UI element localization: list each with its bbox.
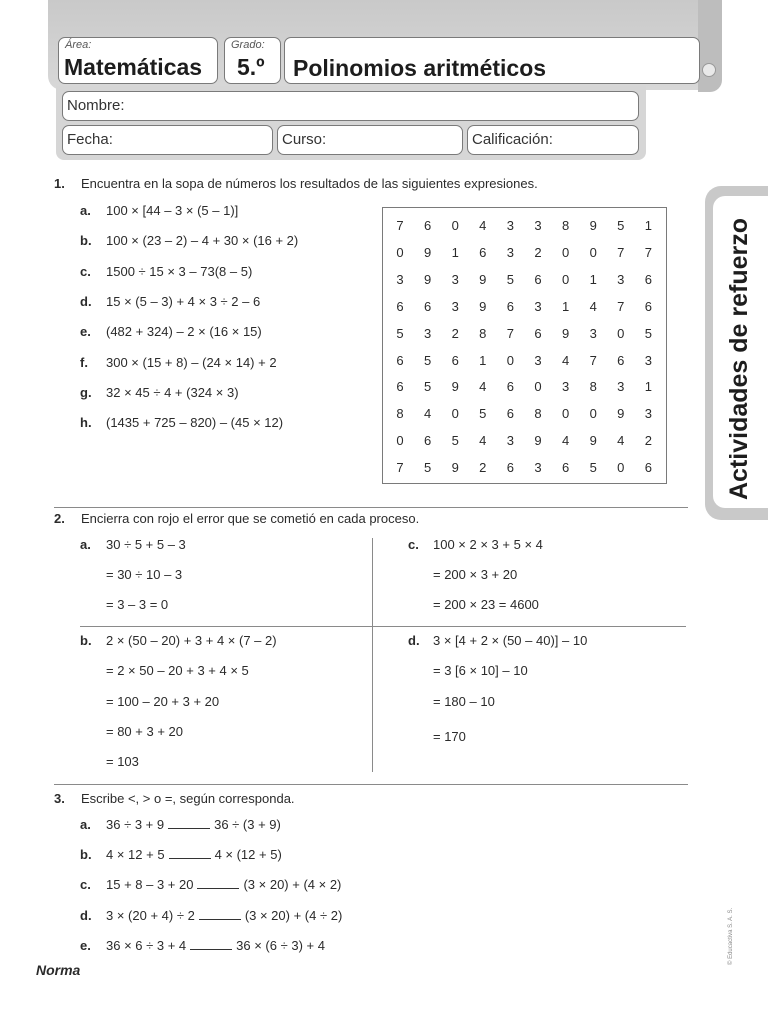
area-label: Área: [65, 39, 92, 51]
area-box [58, 37, 218, 84]
q2-step: = 180 – 10 [433, 693, 495, 709]
title-box [284, 37, 700, 84]
nombre-label: Nombre: [67, 97, 125, 114]
q1-number: 1. [54, 176, 65, 191]
grid-cell: 1 [451, 244, 459, 260]
fecha-label: Fecha: [67, 131, 113, 148]
q1-item-expression: 100 × (23 – 2) – 4 + 30 × (16 + 2) [106, 233, 299, 249]
grid-cell: 3 [506, 433, 514, 449]
grid-cell: 6 [617, 352, 625, 368]
q3-item [106, 908, 342, 923]
grid-cell: 7 [506, 325, 514, 341]
q1-text: Encuentra en la sopa de números los resultados de las siguientes expresiones. [81, 176, 538, 191]
grado-value: 5.º [237, 54, 265, 80]
grid-cell: 3 [451, 298, 459, 314]
q1-item-letter: e. [80, 324, 91, 340]
grid-cell: 7 [644, 244, 652, 260]
grid-cell: 7 [396, 218, 404, 233]
grid-cell: 6 [644, 298, 652, 314]
grid-cell: 1 [479, 352, 487, 368]
q2-item-letter: c. [408, 537, 419, 552]
grid-cell: 6 [423, 433, 432, 449]
grid-cell: 0 [561, 244, 570, 260]
grid-cell: 0 [396, 433, 404, 449]
q2-step: = 100 – 20 + 3 + 20 [106, 693, 220, 709]
grid-cell: 0 [617, 325, 625, 341]
grid-cell: 3 [534, 218, 542, 233]
page-curl [698, 0, 722, 92]
q1-item-expression: (482 + 324) – 2 × (16 × 15) [106, 324, 262, 340]
grado-label: Grado: [231, 39, 265, 51]
grid-cell: 4 [479, 218, 487, 233]
q3-right-expression: 4 × (12 + 5) [214, 847, 282, 863]
grid-cell: 5 [423, 460, 432, 476]
grado-box [224, 37, 281, 84]
grid-cell: 5 [644, 325, 652, 341]
grid-cell: 6 [423, 298, 432, 314]
grid-cell: 5 [506, 271, 514, 287]
grid-cell: 7 [617, 244, 625, 260]
grid-cell: 3 [644, 406, 652, 422]
grid-cell: 4 [617, 433, 625, 449]
grid-cell: 5 [617, 218, 625, 233]
grid-cell: 2 [479, 460, 487, 476]
grid-cell: 7 [396, 460, 404, 476]
q2-step: = 80 + 3 + 20 [106, 723, 183, 739]
page-title: Polinomios aritméticos [293, 55, 547, 81]
grid-cell: 6 [534, 325, 542, 341]
grid-cell: 1 [589, 271, 597, 287]
divider [54, 784, 688, 785]
grid-cell: 5 [589, 460, 597, 476]
grid-cell: 9 [451, 379, 459, 395]
q3-right-expression: 36 ÷ (3 + 9) [214, 817, 281, 832]
grid-cell: 6 [396, 379, 404, 395]
grid-cell: 6 [561, 460, 570, 476]
q2-item-letter: a. [80, 537, 91, 552]
q3-left-expression: 36 × 6 ÷ 3 + 4 [106, 937, 187, 953]
q2-step: = 3 [6 × 10] – 10 [433, 663, 528, 679]
grid-cell: 0 [396, 244, 404, 260]
q3-right-expression: (3 × 20) + (4 × 2) [243, 877, 342, 893]
grid-cell: 5 [451, 433, 459, 449]
grid-cell: 2 [451, 325, 459, 341]
q2-step: = 103 [106, 754, 139, 770]
answer-blank[interactable] [199, 909, 241, 920]
q3-item [106, 938, 325, 953]
grid-cell: 4 [479, 379, 487, 395]
grid-cell: 4 [589, 298, 597, 314]
q3-left-expression: 3 × (20 + 4) ÷ 2 [106, 907, 195, 923]
answer-blank[interactable] [197, 878, 239, 889]
q1-item-letter: h. [80, 415, 92, 431]
q2-step: = 170 [433, 729, 466, 744]
q1-item-expression: 300 × (15 + 8) – (24 × 14) + 2 [106, 354, 277, 370]
grid-cell: 5 [423, 379, 432, 395]
grid-cell: 6 [644, 271, 652, 287]
q3-item-letter: b. [80, 847, 92, 863]
grid-cell: 3 [396, 271, 404, 287]
grid-cell: 1 [561, 298, 570, 314]
grid-cell: 3 [644, 352, 652, 368]
grid-cell: 7 [589, 352, 597, 368]
q1-item-expression: 100 × [44 – 3 × (5 – 1)] [106, 203, 239, 218]
grid-cell: 1 [644, 379, 652, 395]
q2-step: 100 × 2 × 3 + 5 × 4 [433, 537, 543, 552]
grid-cell: 9 [451, 460, 459, 476]
calificacion-label: Calificación: [472, 131, 553, 148]
q2-step: 3 × [4 + 2 × (50 – 40)] – 10 [433, 633, 588, 648]
grid-cell: 3 [534, 352, 542, 368]
q1-item-letter: d. [80, 293, 92, 309]
q3-left-expression: 36 ÷ 3 + 9 [106, 817, 165, 832]
q2-step: 2 × (50 – 20) + 3 + 4 × (7 – 2) [106, 633, 277, 648]
grid-cell: 1 [644, 218, 652, 233]
number-grid [382, 207, 667, 484]
q3-item-letter: e. [80, 937, 91, 953]
grid-cell: 4 [561, 433, 570, 449]
grid-cell: 8 [561, 218, 570, 233]
header-dot [702, 63, 716, 77]
grid-cell: 0 [561, 271, 570, 287]
grid-cell: 9 [561, 325, 570, 341]
q2-item-letter: d. [408, 633, 420, 648]
q1-item-expression: (1435 + 725 – 820) – (45 × 12) [106, 415, 284, 431]
grid-cell: 4 [423, 406, 432, 422]
q1-item-expression: 1500 ÷ 15 × 3 – 73(8 – 5) [106, 263, 253, 279]
grid-cell: 0 [534, 379, 542, 395]
q2-vertical-divider [372, 538, 373, 772]
q3-item-letter: a. [80, 817, 91, 832]
q1-item-expression: 15 × (5 – 3) + 4 × 3 ÷ 2 – 6 [106, 293, 261, 309]
grid-cell: 6 [506, 406, 514, 422]
q2-step: = 2 × 50 – 20 + 3 + 4 × 5 [106, 663, 249, 679]
grid-cell: 3 [534, 298, 542, 314]
grid-cell: 4 [479, 433, 487, 449]
grid-cell: 6 [644, 460, 652, 476]
q3-left-expression: 15 + 8 – 3 + 20 [106, 877, 194, 893]
grid-cell: 5 [479, 406, 487, 422]
grid-cell: 9 [589, 433, 597, 449]
q2-text: Encierra con rojo el error que se cometió en cada proceso. [81, 511, 420, 526]
copyright: © Educactiva S. A. S. [728, 907, 734, 965]
norma-logo: Norma [36, 962, 81, 978]
grid-cell: 6 [479, 244, 487, 260]
grid-cell: 7 [617, 298, 625, 314]
q1-item-expression: 32 × 45 ÷ 4 + (324 × 3) [106, 384, 239, 400]
q3-item-letter: d. [80, 907, 92, 923]
answer-blank[interactable] [168, 818, 210, 829]
grid-cell: 2 [644, 433, 652, 449]
answer-blank[interactable] [169, 848, 211, 859]
grid-cell: 9 [479, 271, 487, 287]
grid-cell: 0 [451, 218, 459, 233]
grid-cell: 3 [561, 379, 570, 395]
grid-cell: 8 [534, 406, 542, 422]
fecha-field[interactable] [62, 125, 273, 155]
q2-step: = 3 – 3 = 0 [106, 597, 169, 612]
grid-cell: 9 [423, 244, 432, 260]
grid-cell: 5 [396, 325, 404, 341]
grid-cell: 3 [451, 271, 459, 287]
grid-cell: 3 [534, 460, 542, 476]
side-tab-label: Actividades de refuerzo [725, 217, 753, 500]
grid-cell: 6 [396, 298, 404, 314]
q3-left-expression: 4 × 12 + 5 [106, 847, 165, 863]
grid-cell: 9 [423, 271, 432, 287]
area-value: Matemáticas [64, 54, 203, 80]
grid-cell: 9 [589, 218, 597, 233]
q2-number: 2. [54, 511, 65, 526]
grid-cell: 2 [534, 244, 542, 260]
q3-item [106, 877, 341, 892]
grid-cell: 6 [506, 379, 514, 395]
q3-number: 3. [54, 791, 65, 806]
grid-cell: 5 [423, 352, 432, 368]
grid-cell: 4 [561, 352, 570, 368]
grid-cell: 6 [451, 352, 459, 368]
curso-label: Curso: [282, 131, 327, 148]
q1-item-letter: b. [80, 233, 92, 249]
grid-cell: 6 [506, 460, 514, 476]
q1-item-letter: a. [80, 203, 91, 218]
grid-cell: 8 [396, 406, 404, 422]
q3-item-letter: c. [80, 877, 91, 893]
grid-cell: 0 [589, 244, 597, 260]
grid-cell: 3 [617, 379, 625, 395]
grid-cell: 0 [506, 352, 514, 368]
q3-right-expression: 36 × (6 ÷ 3) + 4 [236, 937, 325, 953]
grid-cell: 3 [506, 218, 514, 233]
grid-cell: 3 [589, 325, 597, 341]
grid-cell: 0 [589, 406, 597, 422]
q1-item-letter: g. [80, 384, 92, 400]
grid-cell: 9 [534, 433, 542, 449]
grid-cell: 0 [561, 406, 570, 422]
grid-cell: 8 [589, 379, 597, 395]
q2-step: = 200 × 3 + 20 [433, 567, 518, 582]
grid-cell: 3 [617, 271, 625, 287]
grid-cell: 3 [506, 244, 514, 260]
calificacion-field[interactable] [467, 125, 639, 155]
q1-item-letter: f. [80, 354, 88, 370]
grid-cell: 6 [396, 352, 404, 368]
q2-step: = 30 ÷ 10 – 3 [106, 567, 183, 582]
q2-step: = 200 × 23 = 4600 [433, 597, 539, 612]
q1-item-letter: c. [80, 263, 91, 279]
q3-right-expression: (3 × 20) + (4 ÷ 2) [244, 907, 343, 923]
grid-cell: 6 [506, 298, 514, 314]
divider [54, 507, 688, 508]
grid-cell: 3 [423, 325, 432, 341]
answer-blank[interactable] [190, 939, 232, 950]
q3-text: Escribe <, > o =, según corresponda. [81, 791, 295, 806]
grid-cell: 9 [617, 406, 625, 422]
q2-item-letter: b. [80, 633, 92, 648]
grid-cell: 0 [617, 460, 625, 476]
grid-cell: 9 [479, 298, 487, 314]
curso-field[interactable] [277, 125, 463, 155]
q2-step: 30 ÷ 5 + 5 – 3 [106, 537, 186, 552]
grid-cell: 6 [534, 271, 542, 287]
grid-cell: 8 [479, 325, 487, 341]
q2-horizontal-divider [80, 626, 686, 627]
grid-cell: 6 [423, 218, 432, 233]
q3-item [106, 847, 282, 862]
q3-item [106, 817, 281, 832]
grid-cell: 0 [451, 406, 459, 422]
nombre-field[interactable] [62, 91, 639, 121]
